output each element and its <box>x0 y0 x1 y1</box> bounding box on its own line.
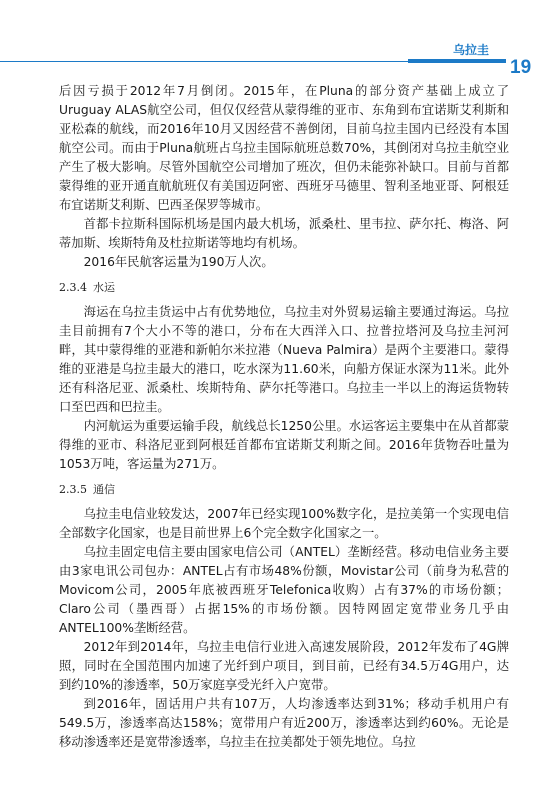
section-heading-communications <box>59 482 509 498</box>
paragraph: 内河航运为重要运输手段，航线总长1250公里。水运客运主要集中在从首都蒙得维的亚市、科洛尼亚到阿根廷首都布宜诺斯艾利斯之间。2016年货物吞吐量为1053万吨，客运量为271万。 <box>59 419 509 471</box>
page-number: 19 <box>510 57 532 78</box>
paragraph: 后因亏损于2012年7月倒闭。2015年，在Pluna的部分资产基础上成立了Uruguay ALAS航空公司，但仅仅经营从蒙得维的亚市、东角到布宜诺斯艾利斯和亚松森的航线，而2016年10月又因经营不善倒闭，目前乌拉圭国内已经没有本国航空公司。而由于Pluna航班占乌拉圭国际航班总数70%，其倒闭对乌拉圭航空业产生了极大影响。尽管外国航空公司增加了班次，但仍未能弥补缺口。目前与首都蒙得维的亚开通直航航班仅有美国迈阿密、西班牙马德里、智利圣地亚哥、阿根廷布宜诺斯艾利斯、巴西圣保罗等城市。 <box>59 84 509 212</box>
paragraph: 乌拉圭固定电信主要由国家电信公司（ANTEL）垄断经营。移动电信业务主要由3家电讯公司包办：ANTEL占有市场48%份额，Movistar公司（前身为私营的Movicom公司，2005年底被西班牙Telefonica收购）占有37%的市场份额；Claro公司（墨西哥）占据15%的市场份额。因特网固定宽带业务几乎由ANTEL100%垄断经营。 <box>59 545 509 635</box>
section-title: 水运 <box>93 281 115 294</box>
paragraph: 首都卡拉斯科国际机场是国内最大机场，派桑杜、里韦拉、萨尔托、梅洛、阿蒂加斯、埃斯特角及杜拉斯诺等地均有机场。 <box>59 217 509 250</box>
header-accent-bar <box>408 59 506 63</box>
paragraph: 2012年到2014年，乌拉圭电信行业进入高速发展阶段，2012年发布了4G牌照，同时在全国范围内加速了光纤到户项目，到目前，已经有34.5万4G用户，达到约10%的渗透率，50万家庭享受光纤入户宽带。 <box>59 640 509 692</box>
paragraph: 乌拉圭电信业较发达，2007年已经实现100%数字化，是拉美第一个实现电信全部数字化国家，也是目前世界上6个完全数字化国家之一。 <box>59 507 509 540</box>
section-number: 2.3.5 <box>59 483 87 496</box>
section-heading-water-transport <box>59 280 509 296</box>
running-header-title: 乌拉圭 <box>453 43 490 57</box>
paragraph: 海运在乌拉圭货运中占有优势地位，乌拉圭对外贸易运输主要通过海运。乌拉圭目前拥有7个大小不等的港口，分布在大西洋入口、拉普拉塔河及乌拉圭河河畔，其中蒙得维的亚港和新帕尔米拉港（Nueva Palmira）是两个主要港口。蒙得维的亚港是乌拉圭最大的港口，吃水深为11.60米，向船方保证水深为11米。此外还有科洛尼亚、派桑杜、埃斯特角、萨尔托等港口。乌拉圭一半以上的海运货物转口至巴西和巴拉圭。 <box>59 305 509 414</box>
paragraph: 2016年民航客运量为190万人次。 <box>83 255 274 269</box>
section-title: 通信 <box>93 483 115 496</box>
page-body <box>59 82 509 752</box>
paragraph: 到2016年，固话用户共有107万，人均渗透率达到31%；移动手机用户有549.5万，渗透率高达158%；宽带用户有近200万，渗透率达到约60%。无论是移动渗透率还是宽带渗透率，乌拉圭在拉美都处于领先地位。乌拉 <box>59 697 509 749</box>
section-number: 2.3.4 <box>59 281 87 294</box>
